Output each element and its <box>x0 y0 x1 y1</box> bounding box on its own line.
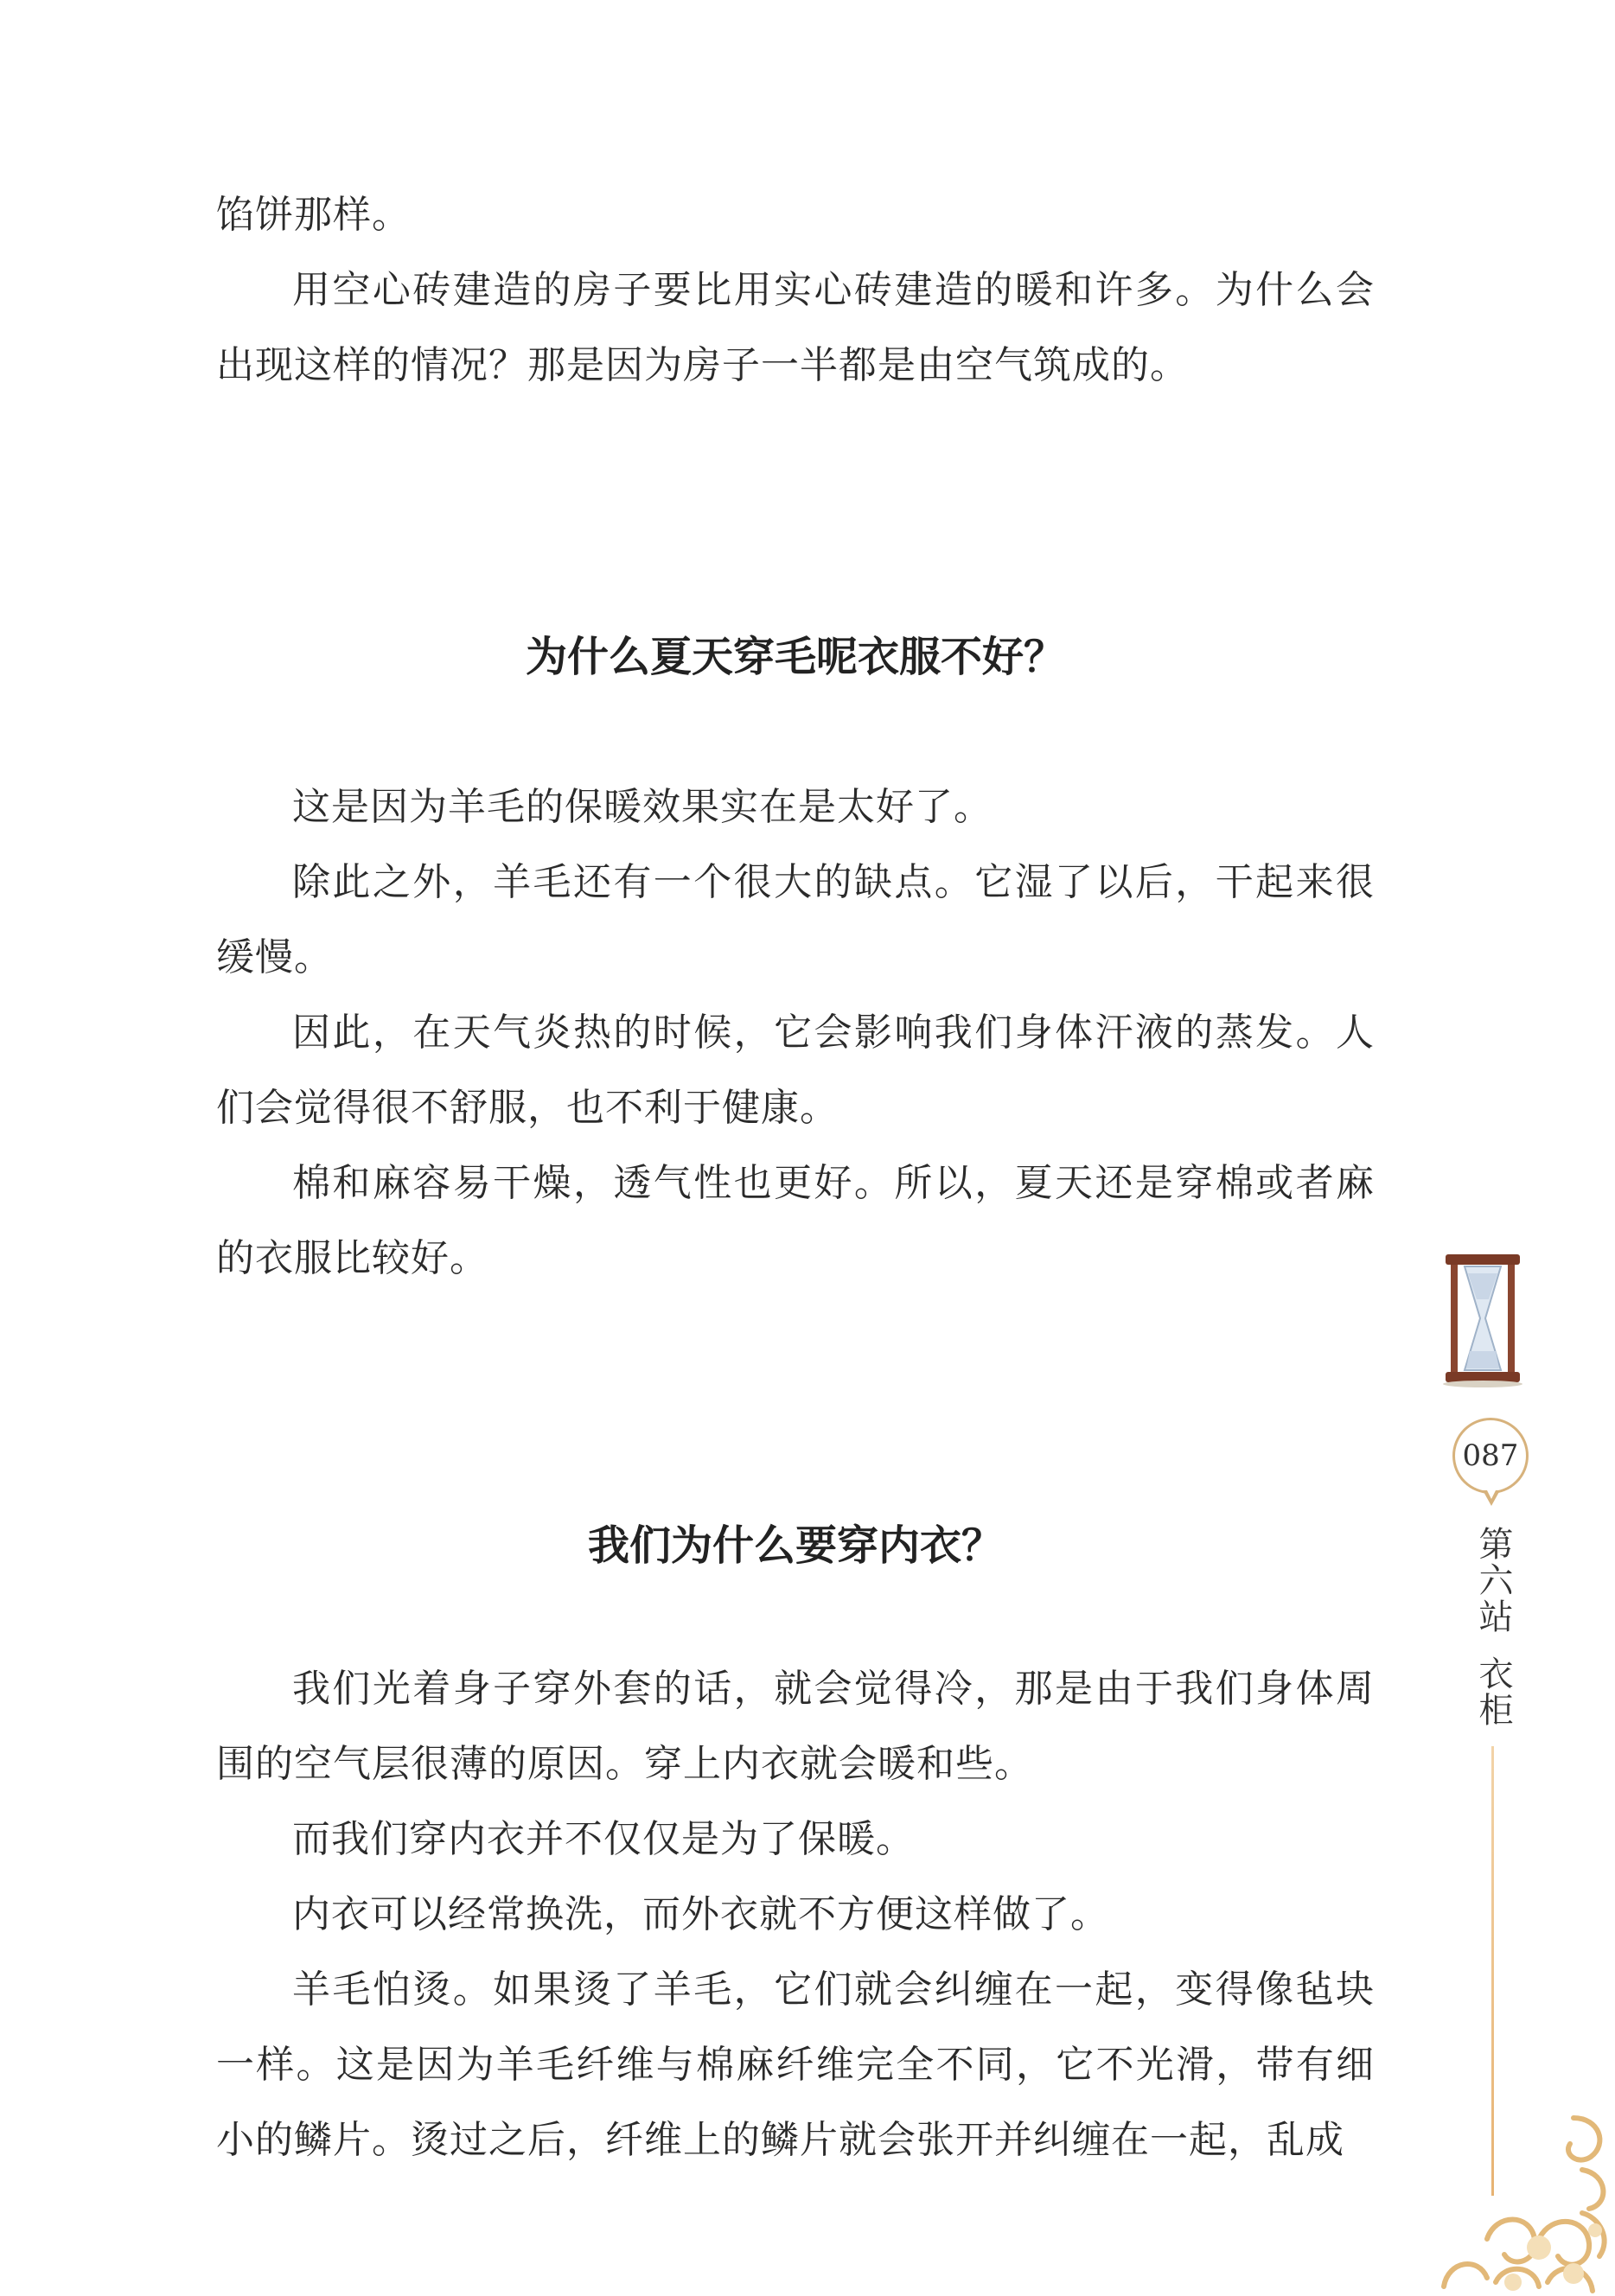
hourglass-icon <box>1435 1249 1530 1387</box>
paragraph-continued: 馅饼那样。 <box>216 193 411 237</box>
page-number: 087 <box>1452 1418 1529 1494</box>
paragraph: 内衣可以经常换洗，而外衣就不方便这样做了。 <box>292 1892 1109 1936</box>
section-heading-underwear: 我们为什么要穿内衣？ <box>587 1521 1003 1570</box>
page-number-tail-inner <box>1486 1489 1497 1499</box>
paragraph: 除此之外，羊毛还有一个很大的缺点。它湿了以后，干起来很缓慢。 <box>216 860 1375 979</box>
paragraph: 羊毛怕烫。如果烫了羊毛，它们就会纠缠在一起，变得像毡块一样。这是因为羊毛纤维与棉麻纤维完全不同，它不光滑，带有细小的鳞片。烫过之后，纤维上的鳞片就会张开并纠缠在一起，乱成 <box>216 1968 1375 2162</box>
cloud-ornament-icon <box>1366 2109 1615 2296</box>
chapter-title: 衣柜 <box>1473 1655 1513 1728</box>
paragraph: 这是因为羊毛的保暖效果实在是太好了。 <box>292 785 993 829</box>
paragraph: 而我们穿内衣并不仅仅是为了保暖。 <box>292 1817 915 1861</box>
chapter-number: 第六站 <box>1473 1526 1513 1635</box>
section-heading-summer-wool: 为什么夏天穿毛呢衣服不好？ <box>525 633 1065 681</box>
paragraph: 用空心砖建造的房子要比用实心砖建造的暖和许多。为什么会出现这样的情况？那是因为房子一半都是由空气筑成的。 <box>216 268 1375 387</box>
paragraph: 因此，在天气炎热的时候，它会影响我们身体汗液的蒸发。人们会觉得很不舒服，也不利于健康。 <box>216 1011 1375 1130</box>
paragraph: 我们光着身子穿外套的话，就会觉得冷，那是由于我们身体周围的空气层很薄的原因。穿上内衣就会暖和些。 <box>216 1667 1375 1786</box>
paragraph: 棉和麻容易干燥，透气性也更好。所以，夏天还是穿棉或者麻的衣服比较好。 <box>216 1161 1375 1280</box>
